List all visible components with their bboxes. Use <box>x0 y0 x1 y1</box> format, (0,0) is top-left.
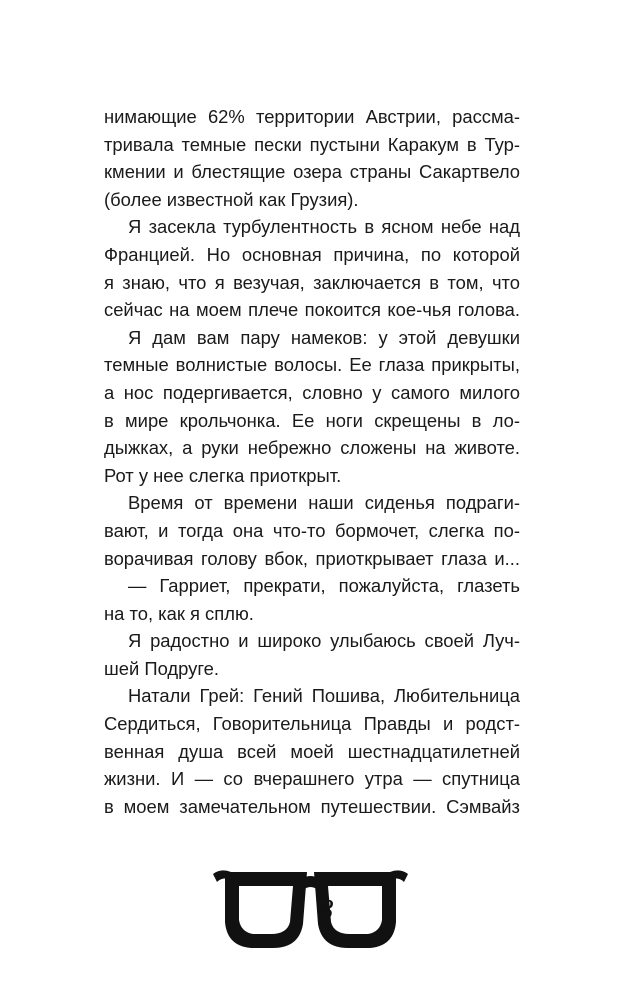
text-line: шей Подруге. <box>104 657 219 679</box>
text-line: Сердиться, Говорительница Правды и родст- <box>104 713 520 735</box>
text-line: венная душа всей моей шестнадцатилетней <box>104 740 520 762</box>
text-line: Натали Грей: Гений Пошива, Любительница <box>128 685 520 707</box>
text-line: кмении и блестящие озера страны Сакартвело <box>104 161 520 183</box>
text-line: жизни. И — со вчерашнего утра — спутница <box>104 768 520 790</box>
text-line: Я дам вам пару намеков: у этой девушки <box>128 326 520 348</box>
text-line: нимающие 62% территории Австрии, рассма- <box>104 106 520 127</box>
text-line: Францией. Но основная причина, по которой <box>104 243 520 265</box>
text-line: Время от времени наши сиденья подраги- <box>128 492 520 514</box>
text-line: Рот у нее слегка приоткрыт. <box>104 464 342 486</box>
page-body-text <box>104 103 520 820</box>
text-line: в мире крольчонка. Ее ноги скрещены в ло- <box>104 409 520 431</box>
text-line: темные волнистые волосы. Ее глаза прикрыты, <box>104 354 520 376</box>
page-number: 8 <box>317 896 335 926</box>
text-line: а нос подергивается, словно у самого милого <box>104 381 520 403</box>
text-line: сейчас на моем плече покоится кое-чья голова. <box>104 299 520 321</box>
text-line: на то, как я сплю. <box>104 602 254 624</box>
text-line: в моем замечательном путешествии. Сэмвайз <box>104 795 520 817</box>
text-line: вают, и тогда она что-то бормочет, слегка по- <box>104 519 520 541</box>
text-line: дыжках, а руки небрежно сложены на животе. <box>104 437 520 459</box>
text-line: ворачивая голову вбок, приоткрывает глаза и... <box>104 547 520 569</box>
text-line: Я радостно и широко улыбаюсь своей Луч- <box>128 630 520 652</box>
text-line: тривала темные пески пустыни Каракум в Тур- <box>104 133 520 155</box>
text-line: я знаю, что я везучая, заключается в том, что <box>104 271 520 293</box>
text-line: — Гарриет, прекрати, пожалуйста, глазеть <box>128 575 520 597</box>
text-line: Я засекла турбулентность в ясном небе над <box>128 216 520 238</box>
text-line: (более известной как Грузия). <box>104 188 359 210</box>
